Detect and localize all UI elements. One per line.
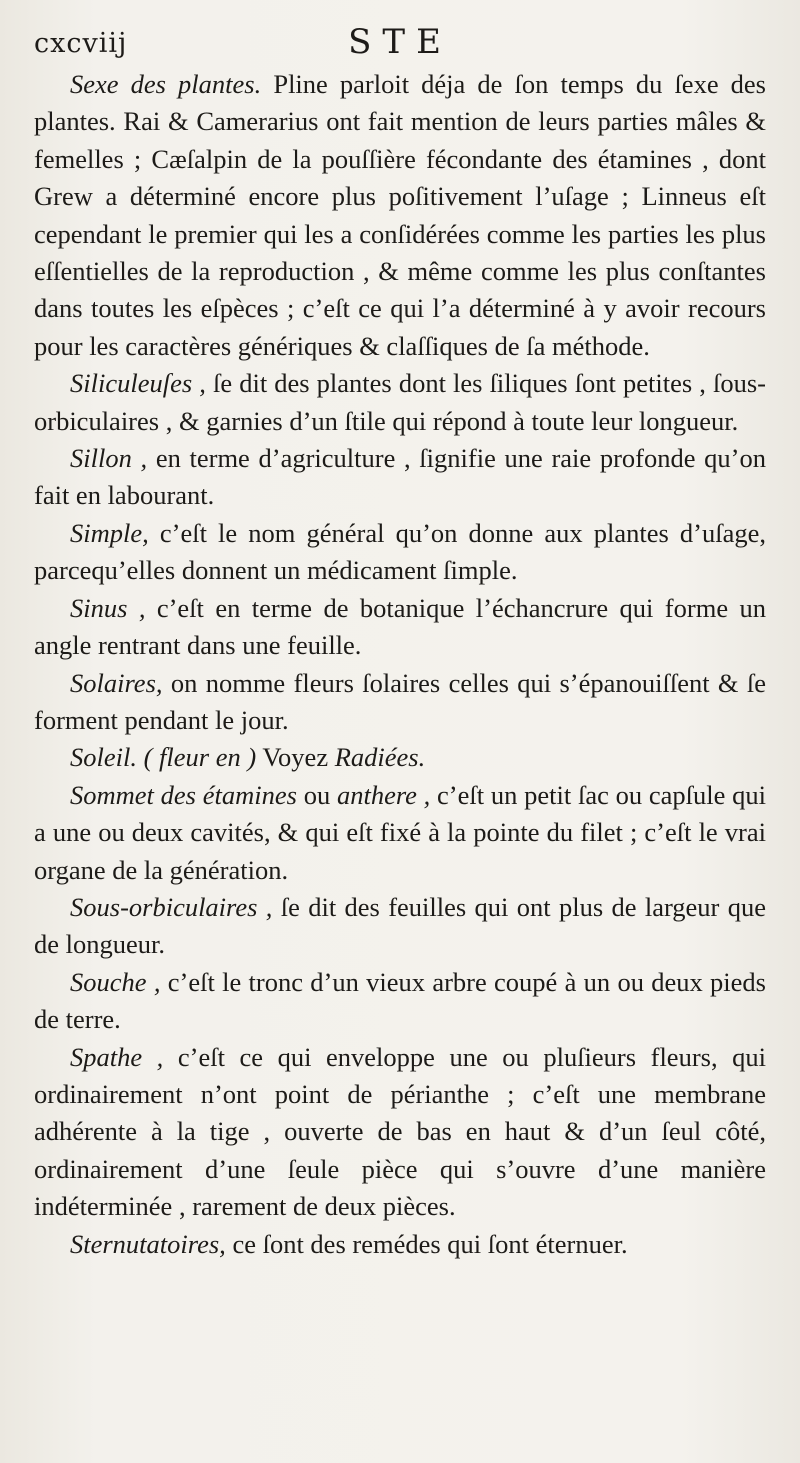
entry-term: Sillon , xyxy=(70,443,148,474)
running-head xyxy=(34,22,766,66)
entry-term: Souche , xyxy=(70,966,161,997)
entry-sexe-des-plantes xyxy=(34,66,766,365)
glossary-entries xyxy=(34,66,766,1263)
entry-text: c’eſt le nom général qu’on donne aux plantes d’uſage, parcequ’elles donnent un médicament ſimple. xyxy=(34,517,766,586)
entry-term: Sous-orbiculaires , xyxy=(70,891,273,922)
entry-sillon xyxy=(34,440,766,515)
entry-sous-orbiculaires xyxy=(34,889,766,964)
section-heading: STE xyxy=(348,22,452,62)
entry-siliculeuses xyxy=(34,365,766,440)
entry-text: ou xyxy=(296,779,337,810)
entry-text: ce ſont des remédes qui ſont éternuer. xyxy=(225,1228,628,1259)
entry-text: Voyez xyxy=(256,742,335,773)
entry-term: Sexe des plantes. xyxy=(70,69,262,99)
entry-term: Solaires, xyxy=(70,667,163,698)
entry-spathe xyxy=(34,1039,766,1226)
entry-text: c’eſt ce qui enveloppe une ou pluſieurs fleurs, qui ordinairement n’ont point de périanthe ; c’eſt une membrane adhérente à la tige , ouverte de bas en haut & d’un ſeul côté, ordinairement d’une ſeule pièce qui s’ouvre d’une manière indéterminée , rarement de deux pièces. xyxy=(34,1041,767,1222)
entry-sternutatoires xyxy=(34,1226,766,1263)
entry-term: Soleil. ( fleur en ) xyxy=(70,742,257,773)
entry-text: Pline parloit déja de ſon temps du ſexe des plantes. Rai & Camerarius ont fait mention de leurs parties mâles & femelles ; Cæſalpin de la pouſſière fécondante des étamines , dont Grew a déterminé encore plus poſitivement l’uſage ; Linneus eſt cependant le premier qui les a conſidérées comme les parties les plus eſſentielles de la reproduction , & même comme les plus conſtantes dans toutes les eſpèces ; c’eſt ce qui l’a déterminé à y avoir recours pour les caractères génériques & claſſiques de ſa méthode. xyxy=(34,69,766,361)
entry-text: c’eſt le tronc d’un vieux arbre coupé à un ou deux pieds de terre. xyxy=(34,966,766,1035)
entry-solaires xyxy=(34,665,766,740)
cross-reference: Radiées. xyxy=(334,742,426,773)
entry-text: c’eſt en terme de botanique l’échancrure qui forme un angle rentrant dans une feuille. xyxy=(34,592,766,661)
entry-text: on nomme fleurs ſolaires celles qui s’épanouiſſent & ſe forment pendant le jour. xyxy=(34,667,766,735)
entry-term: Spathe , xyxy=(70,1041,164,1072)
entry-simple xyxy=(34,515,766,590)
entry-term: Sommet des étamines xyxy=(70,779,297,810)
entry-term: Siliculeuſes , xyxy=(70,368,206,399)
entry-text-continued: c’eſt un petit ſac ou capſule qui a une ou deux cavités, & qui eſt fixé à la pointe du filet ; c’eſt le vrai organe de la génération. xyxy=(34,779,766,885)
entry-text: ſe dit des feuilles qui ont plus de largeur que de longueur. xyxy=(34,891,766,960)
entry-term-alternate: anthere , xyxy=(336,779,431,810)
entry-sinus xyxy=(34,590,766,665)
page-number: cxcviij xyxy=(34,28,128,59)
entry-text: ſe dit des plantes dont les ſiliques ſont petites , ſous-orbiculaires , & garnies d’un ſtile qui répond à toute leur longueur. xyxy=(34,368,766,436)
entry-sommet-des-etamines xyxy=(34,777,766,889)
entry-term: Simple, xyxy=(70,517,149,548)
entry-term: Sinus , xyxy=(70,592,146,623)
entry-soleil xyxy=(34,739,766,776)
entry-souche xyxy=(34,964,766,1039)
entry-text: en terme d’agriculture , ſignifie une raie profonde qu’on fait en labourant. xyxy=(34,443,766,511)
entry-term: Sternutatoires, xyxy=(70,1228,226,1259)
